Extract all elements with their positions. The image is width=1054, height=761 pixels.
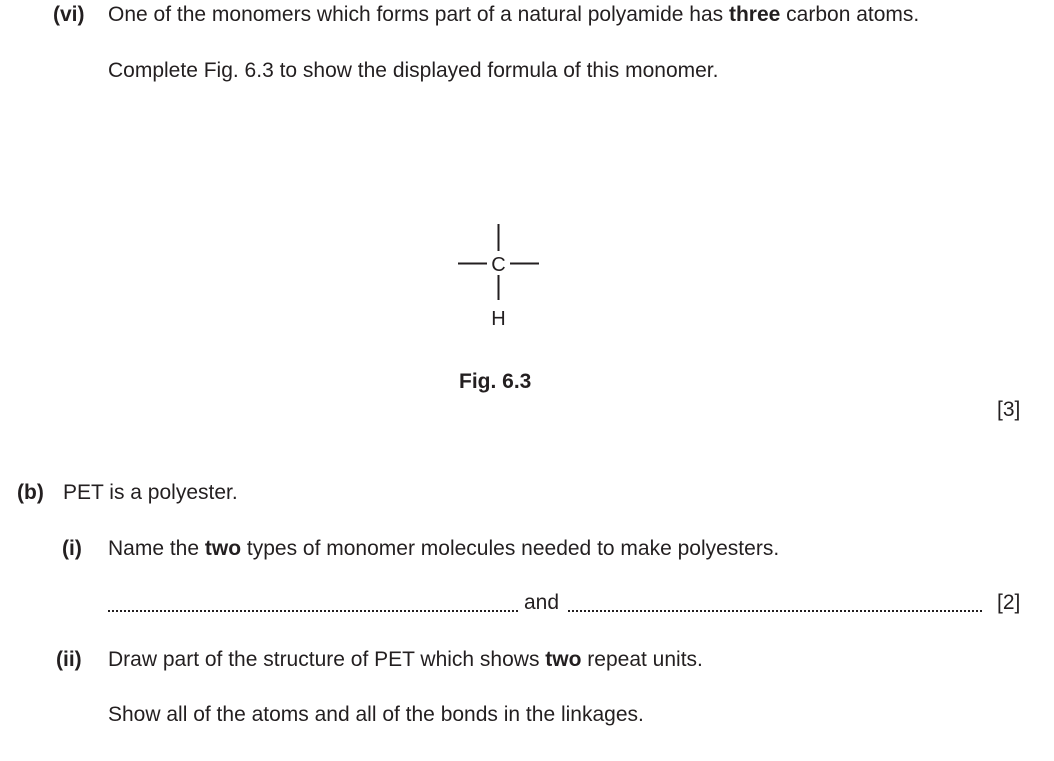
question-b-ii-text-before: Draw part of the structure of PET which shows — [108, 648, 546, 671]
question-b-text: PET is a polyester. — [63, 481, 238, 504]
question-b-i-text-after: types of monomer molecules needed to make polyesters. — [241, 537, 780, 560]
question-b-i-text-before: Name the — [108, 537, 205, 560]
question-vi-emphasis: three — [728, 3, 781, 26]
question-b-ii-instruction: Show all of the atoms and all of the bonds in the linkages. — [108, 703, 644, 726]
marks-vi: [3] — [997, 398, 1021, 421]
answer-line-monomer-1[interactable] — [108, 591, 518, 612]
question-vi-text-after: carbon atoms. — [780, 3, 920, 26]
question-vi-text-before: One of the monomers which forms part of a natural polyamide has — [108, 3, 729, 26]
question-b-i-text — [108, 537, 779, 561]
carbon-atom-label: C — [491, 254, 506, 276]
question-b-i-emphasis: two — [204, 537, 242, 560]
question-number-b-ii: (ii) — [56, 648, 82, 671]
question-b-ii-emphasis: two — [545, 648, 582, 671]
marks-b-i: [2] — [997, 591, 1021, 614]
question-number-b: (b) — [17, 481, 44, 504]
answer-join-word: and — [524, 591, 560, 614]
figure-6-3-structure — [440, 212, 560, 337]
question-b-ii-text-after: repeat units. — [581, 648, 703, 671]
question-number-b-i: (i) — [62, 537, 82, 560]
question-vi-text — [108, 3, 919, 27]
figure-caption: Fig. 6.3 — [459, 370, 532, 393]
question-vi-instruction: Complete Fig. 6.3 to show the displayed formula of this monomer. — [108, 59, 719, 82]
hydrogen-atom-label: H — [491, 308, 506, 330]
answer-line-monomer-2[interactable] — [568, 591, 982, 612]
question-number-vi: (vi) — [53, 3, 85, 26]
question-b-ii-text — [108, 648, 703, 672]
